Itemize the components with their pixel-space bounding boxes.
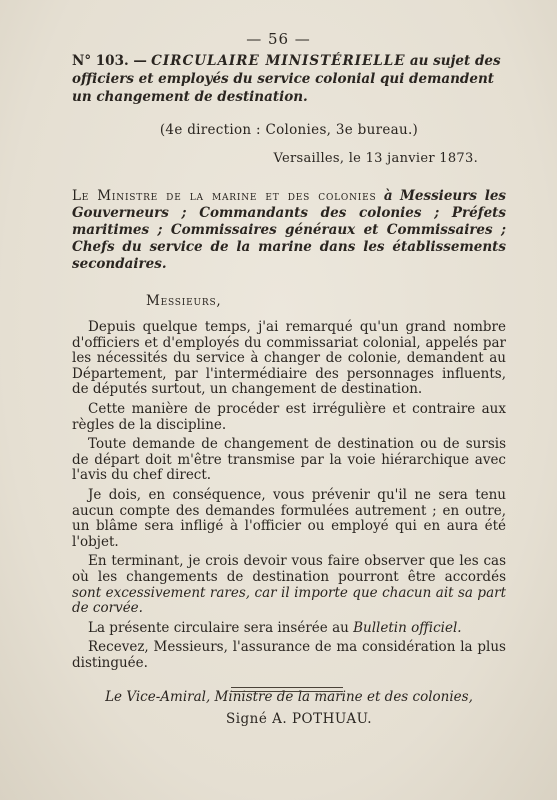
signatory-name: Signé A. POTHUAU.	[225, 711, 373, 728]
closing-rule	[231, 687, 343, 692]
paragraph-5	[72, 554, 506, 616]
paragraph-2: Cette manière de procéder est irrégulière et contraire aux règles de la discipline.	[72, 400, 506, 433]
circular-number: N° 103. —	[72, 53, 147, 69]
address-block	[72, 188, 506, 273]
address-to-prefix: à	[383, 188, 393, 204]
document-body	[72, 52, 506, 727]
address-from: Le Ministre de la marine et des colonies	[72, 188, 377, 204]
circular-title: CIRCULAIRE MINISTÉRIELLE	[151, 53, 406, 69]
paragraph-4: Je dois, en conséquence, vous prévenir qu'il ne sera tenu aucun compte des demandes formulées autrement ; en outre, un blâme sera infligé à l'officier ou employé qui en aura été l'objet.	[72, 486, 506, 550]
paragraph-7: Recevez, Messieurs, l'assurance de ma considération la plus distinguée.	[72, 639, 506, 671]
paragraph-5-italic: sont excessivement rares, car il importe que chacun ait sa part de corvée.	[72, 584, 506, 617]
signatory-role: Le Vice-Amiral, Ministre de la marine et des colonies,	[105, 689, 473, 706]
paragraph-6-text: La présente circulaire sera insérée au	[88, 619, 349, 636]
circular-heading	[72, 52, 506, 106]
paragraph-1: Depuis quelque temps, j'ai remarqué qu'un grand nombre d'officiers et d'employés du commissariat colonial, appelés par les nécessités du service à changer de colonie, demandent au Département, par l'intermédiaire des personnages influents, de députés surtout, un changement de destination.	[72, 319, 506, 398]
paragraph-3: Toute demande de changement de destination ou de sursis de départ doit m'être transmise par la voie hiérarchique avec l'avis du chef direct.	[72, 436, 506, 484]
paragraph-5-text: En terminant, je crois devoir vous faire observer que les cas où les changements de destination pourront être accordés	[72, 553, 506, 585]
direction-line: (4e direction : Colonies, 3e bureau.)	[159, 122, 419, 138]
salutation: Messieurs,	[146, 293, 222, 309]
address-to: Messieurs les Gouverneurs ; Commandants des colonies ; Préfets maritimes ; Commissaires généraux et Commissaires ; Chefs du service de la marine dans les établissements secondaires.	[72, 188, 507, 272]
circular-subject: au sujet des officiers et employés du service colonial qui demandent un changement de destination.	[72, 53, 501, 105]
paragraph-6-italic: Bulletin officiel.	[353, 619, 462, 636]
dateline: Versailles, le 13 janvier 1873.	[273, 151, 478, 166]
paragraph-6	[72, 621, 506, 637]
page-number: — 56 —	[246, 30, 311, 48]
signature-block	[72, 689, 506, 727]
